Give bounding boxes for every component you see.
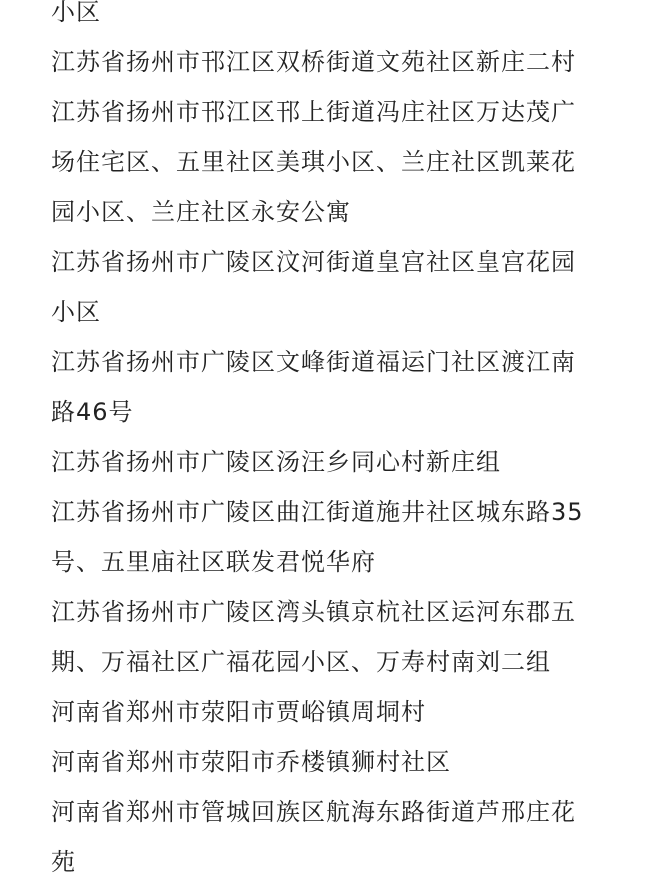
text-line: 号、五里庙社区联发君悦华府 <box>51 548 376 576</box>
text-line: 河南省郑州市荥阳市乔楼镇狮村社区 <box>51 748 451 776</box>
text-line: 江苏省扬州市广陵区湾头镇京杭社区运河东郡五 <box>51 598 576 626</box>
text-line: 江苏省扬州市广陵区文峰街道福运门社区渡江南 <box>51 348 576 376</box>
text-line: 江苏省扬州市广陵区曲江街道施井社区城东路35 <box>51 498 584 526</box>
text-line: 路46号 <box>51 398 134 426</box>
text-line: 江苏省扬州市邗江区邗上街道冯庄社区万达茂广 <box>51 98 576 126</box>
text-line: 河南省郑州市管城回族区航海东路街道芦邢庄花 <box>51 798 576 826</box>
address-list <box>51 0 611 887</box>
text-line: 期、万福社区广福花园小区、万寿村南刘二组 <box>51 648 551 676</box>
text-line: 小区 <box>51 298 101 326</box>
text-line: 场住宅区、五里社区美琪小区、兰庄社区凯莱花 <box>51 148 576 176</box>
text-line: 园小区、兰庄社区永安公寓 <box>51 198 351 226</box>
text-line: 苑 <box>51 848 76 876</box>
text-line: 江苏省扬州市广陵区汶河街道皇宫社区皇宫花园 <box>51 248 576 276</box>
text-line: 江苏省扬州市广陵区汤汪乡同心村新庄组 <box>51 448 501 476</box>
text-line: 小区 <box>51 0 101 26</box>
text-line: 江苏省扬州市邗江区双桥街道文苑社区新庄二村 <box>51 48 576 76</box>
text-line: 河南省郑州市荥阳市贾峪镇周垌村 <box>51 698 426 726</box>
